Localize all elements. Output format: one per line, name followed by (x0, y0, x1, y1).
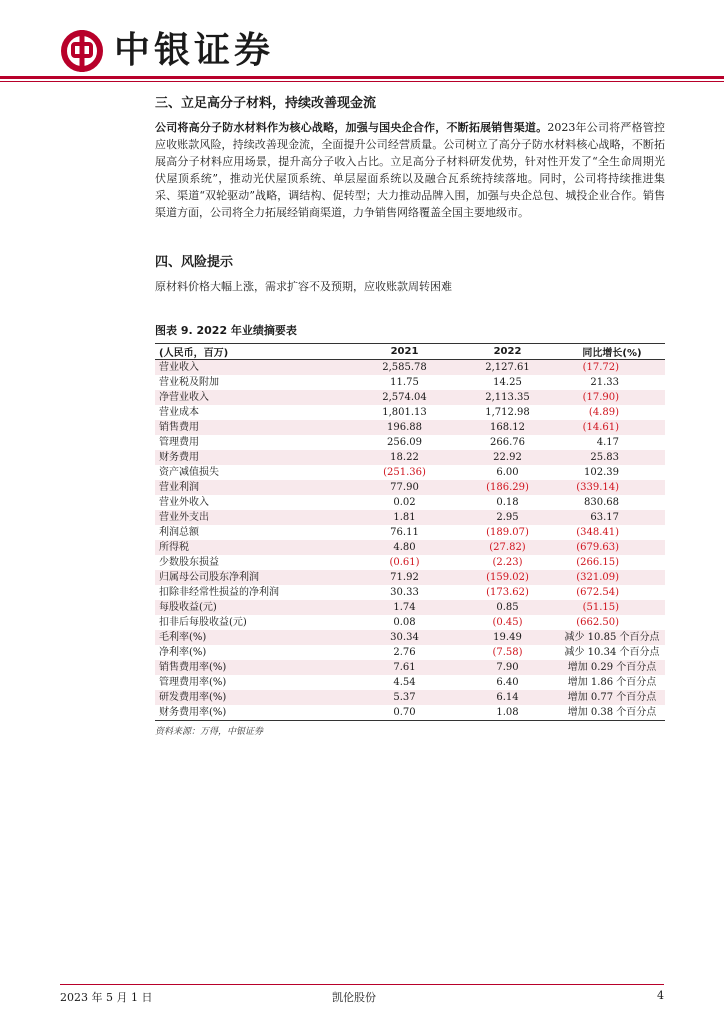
value-2022: (2.23) (492, 557, 523, 568)
page-number: 4 (657, 989, 664, 1002)
row-label: 管理费用 (159, 437, 199, 448)
table-row (155, 480, 665, 495)
table-row (155, 555, 665, 570)
table-row (155, 435, 665, 450)
footer-date: 2023 年 5 月 1 日 (60, 991, 153, 1004)
footer-company: 凯伦股份 (332, 991, 376, 1004)
value-2022: 2,113.35 (456, 390, 559, 405)
page-header (60, 26, 274, 76)
brand-name: 中银证券 (114, 30, 275, 71)
row-label: 管理费用率(%) (159, 677, 227, 688)
row-label: 营业成本 (159, 407, 199, 418)
value-2022: (186.29) (456, 480, 559, 495)
value-2022: (7.58) (492, 647, 523, 658)
table-row (155, 510, 665, 525)
value-growth: (662.50) (576, 617, 619, 628)
row-label: 销售费用率(%) (155, 660, 353, 675)
row-label: 扣非后每股收益(元) (159, 617, 247, 628)
row-label: 财务费用 (155, 450, 353, 465)
header-unit: (人民币，百万) (155, 344, 353, 360)
value-2021: 2.76 (393, 647, 416, 658)
value-2021: 76.11 (390, 527, 419, 538)
value-2021: 2,585.78 (353, 360, 456, 376)
table-row (155, 585, 665, 600)
value-2022: (189.07) (486, 527, 529, 538)
value-growth: (321.09) (559, 570, 665, 585)
table-title: 图表 9. 2022 年业绩摘要表 (155, 324, 297, 337)
value-2022: 6.14 (456, 690, 559, 705)
table-row (155, 660, 665, 675)
paragraph-body: 2023年公司将严格管控应收账款风险，持续改善现金流，全面提升公司经营质量。公司树立了高分子防水材料核心战略，不断拓展高分子材料应用场景，提升高分子收入占比。立足高分子材料研发优势，针对性开发了“全生命周期光伏屋顶系统”，推动光伏屋顶系统、单层屋面系统以及融合瓦系统持续落地。同时，公司将持续推进集采、渠道“双轮驱动”战略，调结构、促转型；大力推动品牌入围，加强与央企总包、城投企业合作。销售渠道方面，公司将全力拓展经销商渠道，力争销售网络覆盖全国主要地级市。 (155, 121, 665, 219)
value-2021: 256.09 (387, 437, 422, 448)
table-row (155, 420, 665, 435)
row-label: 归属母公司股东净利润 (155, 570, 353, 585)
value-growth: 增加 0.29 个百分点 (559, 660, 665, 675)
section-title: 三、立足高分子材料，持续改善现金流 (155, 96, 377, 111)
row-label: 所得税 (155, 540, 353, 555)
value-growth: 减少 10.85 个百分点 (559, 630, 665, 645)
row-label: 营业外支出 (155, 510, 353, 525)
row-label: 扣除非经常性损益的净利润 (159, 587, 279, 598)
value-2022: (27.82) (456, 540, 559, 555)
footer-rule (60, 984, 664, 985)
row-label: 营业外收入 (159, 497, 209, 508)
table-header-row (155, 344, 665, 360)
financial-summary (155, 322, 665, 737)
header-rule (0, 76, 724, 79)
value-2021: 11.75 (390, 377, 419, 388)
value-2022: (173.62) (486, 587, 529, 598)
table-row (155, 375, 665, 390)
value-2022: 2.95 (456, 510, 559, 525)
value-2021: 0.02 (393, 497, 416, 508)
row-label: 研发费用率(%) (155, 690, 353, 705)
value-2022: 6.40 (496, 677, 519, 688)
value-growth: 25.83 (559, 450, 665, 465)
value-growth: 增加 0.38 个百分点 (559, 705, 665, 721)
value-growth: (339.14) (559, 480, 665, 495)
value-2021: 1,801.13 (382, 407, 427, 418)
section-title: 四、风险提示 (155, 255, 234, 270)
value-growth: 减少 10.34 个百分点 (564, 647, 660, 658)
table-row (155, 570, 665, 585)
value-2021: (0.61) (389, 557, 420, 568)
value-2021: 7.61 (353, 660, 456, 675)
value-growth: 4.17 (596, 437, 619, 448)
value-2022: 19.49 (456, 630, 559, 645)
value-2021: 18.22 (353, 450, 456, 465)
value-growth: (348.41) (576, 527, 619, 538)
value-2021: 196.88 (353, 420, 456, 435)
value-2022: 14.25 (493, 377, 522, 388)
value-growth: 增加 1.86 个百分点 (567, 677, 657, 688)
row-label: 营业利润 (155, 480, 353, 495)
table-source: 资料来源：万得，中银证券 (155, 727, 264, 737)
value-2022: 0.85 (456, 600, 559, 615)
value-growth: (17.72) (559, 360, 665, 376)
table-row (155, 630, 665, 645)
section-strategy (155, 92, 665, 221)
value-2021: 0.08 (393, 617, 416, 628)
row-label: 每股收益(元) (155, 600, 353, 615)
value-growth: 21.33 (590, 377, 619, 388)
table-row (155, 615, 665, 630)
table-row (155, 525, 665, 540)
value-2021: 4.80 (353, 540, 456, 555)
bank-of-china-logo-icon (60, 29, 104, 73)
table-row (155, 405, 665, 420)
value-2021: 4.54 (393, 677, 416, 688)
header-2021: 2021 (353, 344, 456, 360)
row-label: 利润总额 (159, 527, 199, 538)
value-growth: 63.17 (559, 510, 665, 525)
value-2022: (159.02) (456, 570, 559, 585)
value-growth: (266.15) (576, 557, 619, 568)
value-2021: 30.33 (390, 587, 419, 598)
table-row (155, 645, 665, 660)
value-2022: 266.76 (490, 437, 525, 448)
value-2022: 168.12 (456, 420, 559, 435)
value-2022: 0.18 (496, 497, 519, 508)
table-row (155, 360, 665, 376)
value-2021: 2,574.04 (353, 390, 456, 405)
value-2021: 5.37 (353, 690, 456, 705)
value-2021: 0.70 (353, 705, 456, 721)
value-2022: 1,712.98 (485, 407, 530, 418)
value-growth: (679.63) (559, 540, 665, 555)
row-label: 营业税及附加 (159, 377, 219, 388)
table-row (155, 390, 665, 405)
value-growth: 增加 0.77 个百分点 (559, 690, 665, 705)
section-paragraph (155, 119, 665, 221)
value-2022: 22.92 (456, 450, 559, 465)
value-2022: (0.45) (492, 617, 523, 628)
value-2021: 30.34 (353, 630, 456, 645)
section-risk (155, 251, 665, 295)
risk-paragraph: 原材料价格大幅上涨，需求扩容不及预期，应收账款周转困难 (155, 280, 452, 293)
value-growth: (17.90) (559, 390, 665, 405)
row-label: 销售费用 (155, 420, 353, 435)
table-row (155, 495, 665, 510)
financial-table (155, 343, 665, 721)
header-2022: 2022 (456, 344, 559, 360)
value-2021: 71.92 (353, 570, 456, 585)
value-growth: 830.68 (584, 497, 619, 508)
value-growth: (51.15) (559, 600, 665, 615)
paragraph-lead: 公司将高分子防水材料作为核心战略，加强与国央企合作，不断拓展销售渠道。 (155, 121, 548, 134)
value-growth: (672.54) (576, 587, 619, 598)
value-2021: 77.90 (353, 480, 456, 495)
row-label: 少数股东损益 (159, 557, 219, 568)
row-label: 净利率(%) (159, 647, 207, 658)
table-row (155, 600, 665, 615)
value-2022: 7.90 (456, 660, 559, 675)
row-label: 营业收入 (155, 360, 353, 376)
value-2021: 1.81 (353, 510, 456, 525)
header-growth: 同比增长(%) (559, 344, 665, 360)
table-row (155, 705, 665, 721)
table-row (155, 540, 665, 555)
value-2022: 2,127.61 (456, 360, 559, 376)
table-row (155, 450, 665, 465)
value-2022: 1.08 (456, 705, 559, 721)
value-2022: 6.00 (496, 467, 519, 478)
row-label: 净营业收入 (155, 390, 353, 405)
value-growth: (14.61) (559, 420, 665, 435)
row-label: 财务费用率(%) (155, 705, 353, 721)
row-label: 资产减值损失 (159, 467, 219, 478)
value-growth: (4.89) (588, 407, 619, 418)
value-2021: (251.36) (383, 467, 426, 478)
table-row (155, 465, 665, 480)
value-2021: 1.74 (353, 600, 456, 615)
header-rule-thin (0, 81, 724, 82)
table-row (155, 675, 665, 690)
row-label: 毛利率(%) (155, 630, 353, 645)
table-row (155, 690, 665, 705)
value-growth: 102.39 (584, 467, 619, 478)
